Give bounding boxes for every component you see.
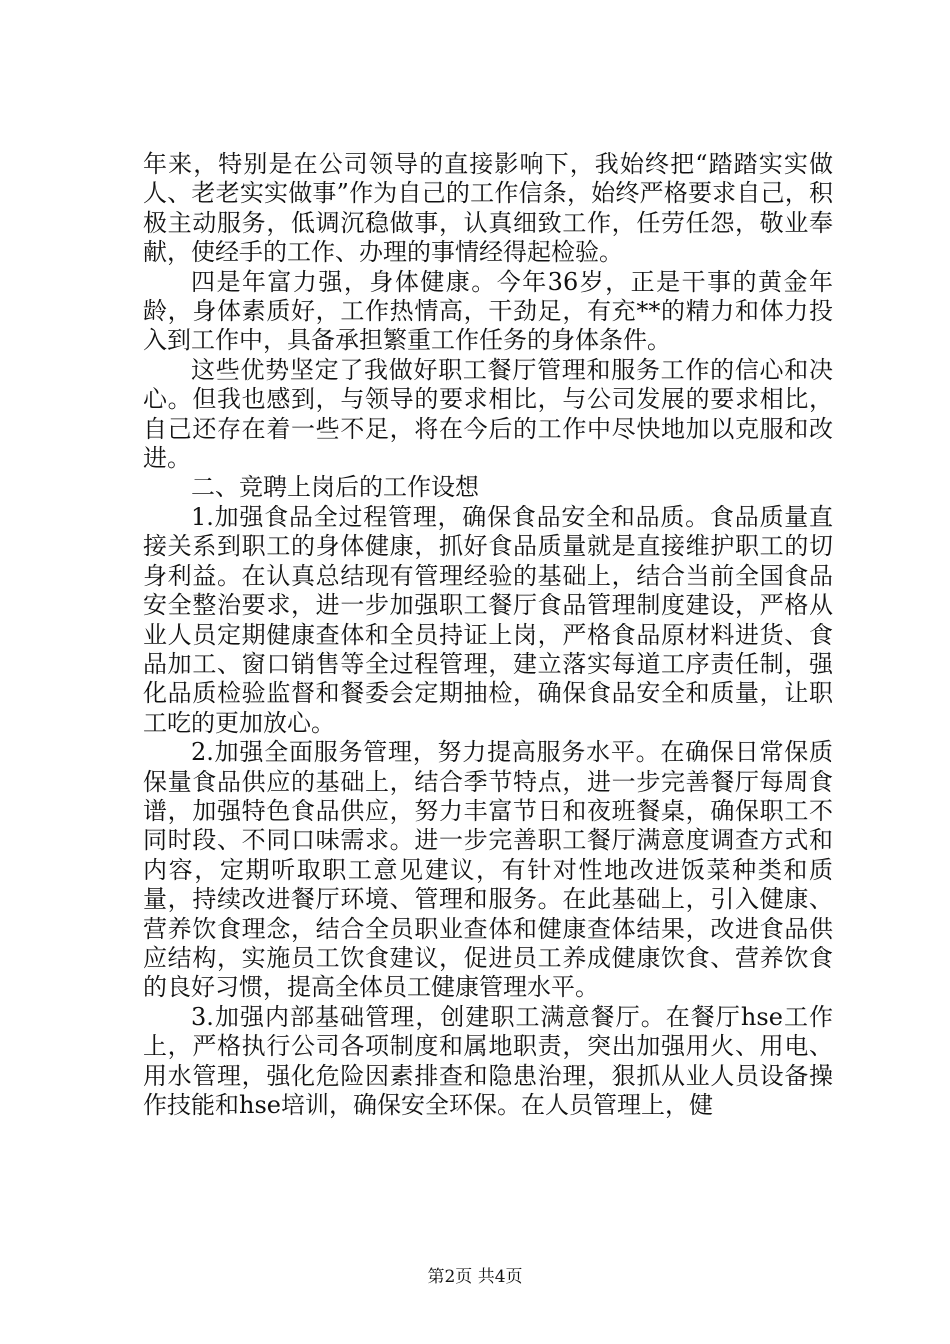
paragraph-item-2: 2.加强全面服务管理，努力提高服务水平。在确保日常保质保量食品供应的基础上，结合季节特点，进一步完善餐厅每周食谱，加强特色食品供应，努力丰富节日和夜班餐桌，确保职工不同时段、不同口味需求。进一步完善职工餐厅满意度调查方式和内容，定期听取职工意见建议，有针对性地改进饭菜种类和质量，持续改进餐厅环境、管理和服务。在此基础上，引入健康、营养饮食理念，结合全员职业查体和健康查体结果，改进食品供应结构，实施员工饮食建议，促进员工养成健康饮食、营养饮食的良好习惯，提高全体员工健康管理水平。 [143,738,833,1002]
paragraph-item-1: 1.加强食品全过程管理，确保食品安全和品质。食品质量直接关系到职工的身体健康，抓好食品质量就是直接维护职工的切身利益。在认真总结现有管理经验的基础上，结合当前全国食品安全整治要求，进一步加强职工餐厅食品管理制度建设，严格从业人员定期健康查体和全员持证上岗，严格食品原材料进货、食品加工、窗口销售等全过程管理，建立落实每道工序责任制，强化品质检验监督和餐委会定期抽检，确保食品安全和质量，让职工吃的更加放心。 [143,502,833,737]
body-text [143,150,833,1120]
paragraph-strength-four: 四是年富力强，身体健康。今年36岁，正是干事的黄金年龄，身体素质好，工作热情高，干劲足，有充**的精力和体力投入到工作中，具备承担繁重工作任务的身体条件。 [143,267,833,355]
page-footer: 第2页 共4页 [427,1267,523,1287]
paragraph-confidence: 这些优势坚定了我做好职工餐厅管理和服务工作的信心和决心。但我也感到，与领导的要求相比，与公司发展的要求相比，自己还存在着一些不足，将在今后的工作中尽快地加以克服和改进。 [143,355,833,473]
paragraph-item-3: 3.加强内部基础管理，创建职工满意餐厅。在餐厅hse工作上，严格执行公司各项制度和属地职责，突出加强用火、用电、用水管理，强化危险因素排查和隐患治理，狠抓从业人员设备操作技能和hse培训，确保安全环保。在人员管理上，健 [143,1002,833,1119]
section-heading: 二、竞聘上岗后的工作设想 [191,473,479,502]
paragraph-continuation: 年来，特别是在公司领导的直接影响下，我始终把“踏踏实实做人、老老实实做事”作为自己的工作信条，始终严格要求自己，积极主动服务，低调沉稳做事，认真细致工作，任劳任怨，敬业奉献，使经手的工作、办理的事情经得起检验。 [143,150,833,267]
